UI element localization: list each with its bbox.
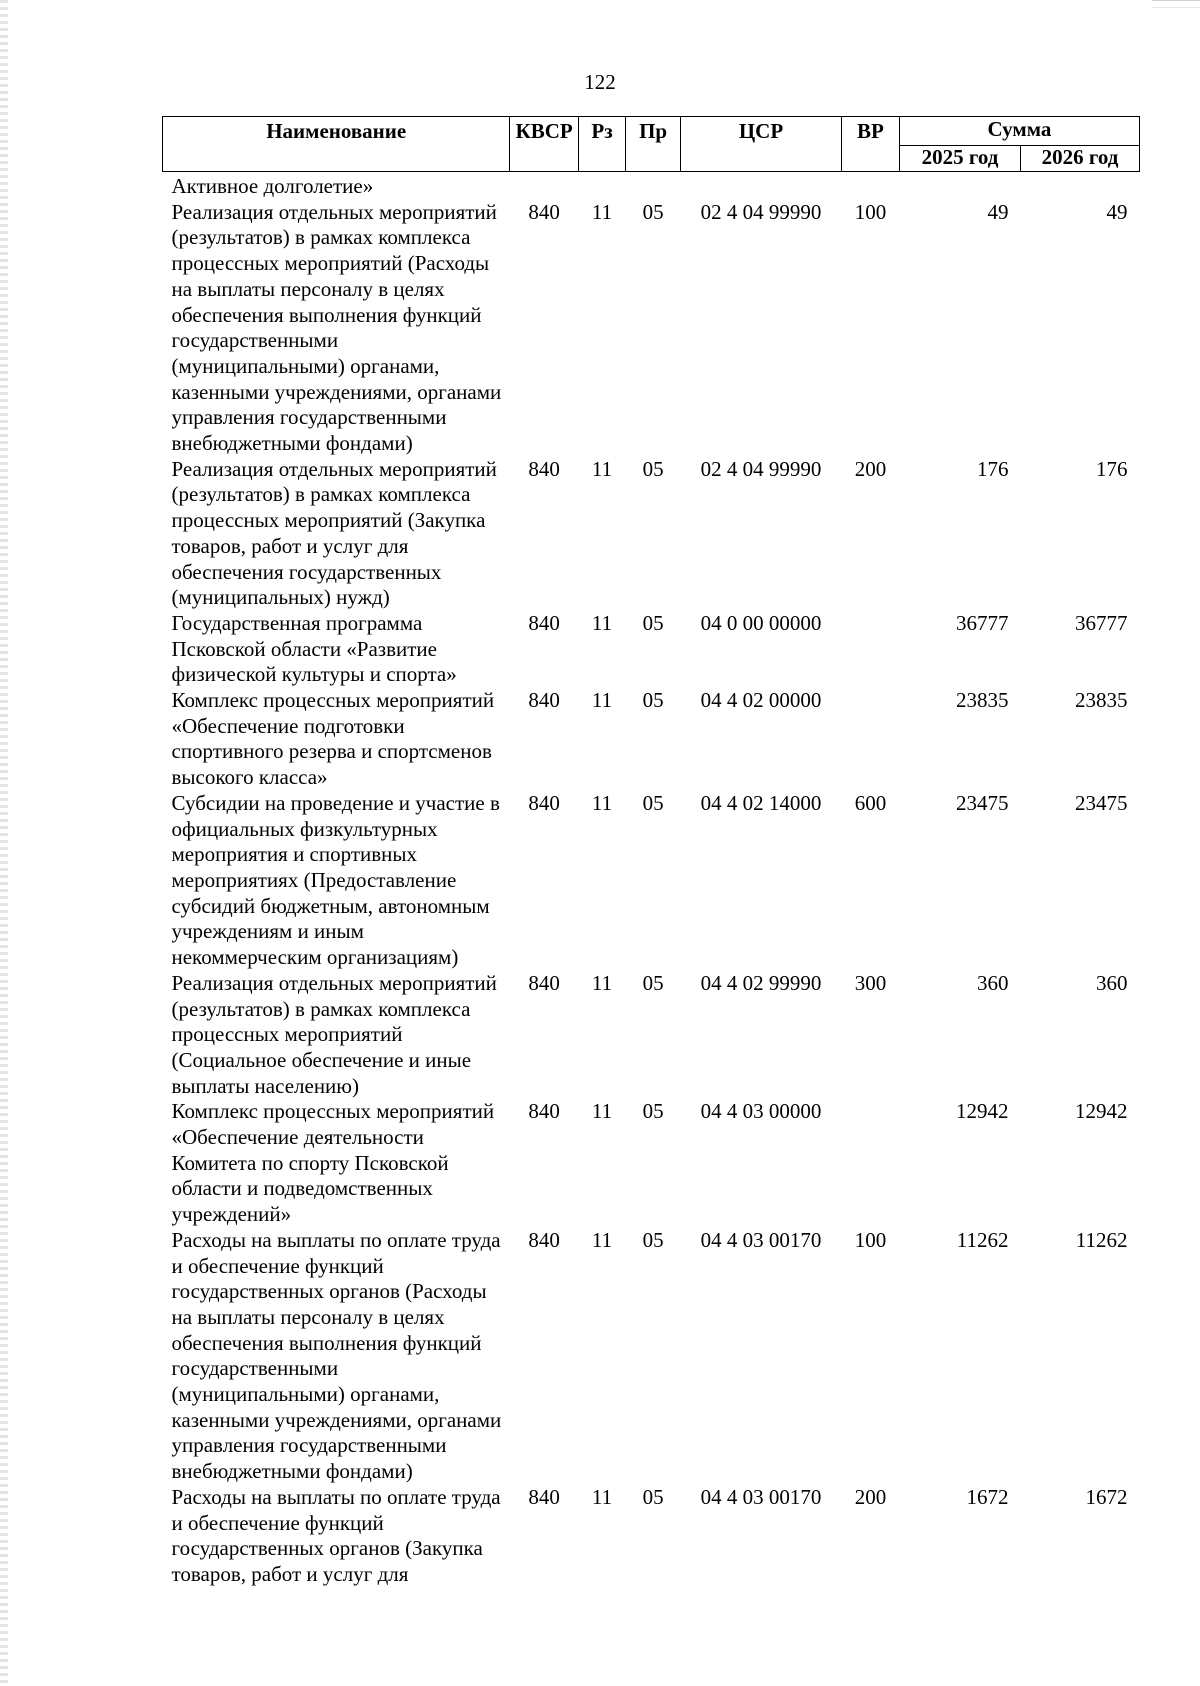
cell-sum-2025: 23835 — [955, 688, 1009, 713]
cell-sum-2025: 11262 — [956, 1227, 1009, 1252]
cell-csr: 04 4 02 14000 — [700, 790, 822, 815]
cell-sum-2025: 1672 — [966, 1484, 1009, 1509]
cell-pr: 05 — [642, 610, 664, 635]
cell-kvsr: 840 — [528, 1484, 560, 1509]
cell-sum-2026: 23475 — [1075, 790, 1128, 815]
cell-rz: 11 — [591, 1227, 613, 1252]
cell-kvsr: 840 — [528, 1099, 560, 1124]
cell-kvsr: 840 — [528, 970, 560, 995]
cell-csr: 04 4 02 00000 — [700, 688, 822, 713]
cell-sum-2026: 360 — [1096, 970, 1128, 995]
cell-sum-2025: 360 — [976, 970, 1009, 995]
table-row — [163, 791, 1140, 971]
header-year-2025: 2025 год — [899, 146, 1020, 172]
cell-csr: 04 4 02 99990 — [700, 970, 822, 995]
cell-pr: 05 — [642, 790, 664, 815]
header-kvsr: КВСР — [510, 117, 578, 172]
cell-pr: 05 — [642, 688, 664, 713]
cell-name: Государственная программа Псковской области «Развитие физической культуры и спорта» — [171, 610, 457, 687]
cell-sum-2026: 12942 — [1075, 1099, 1128, 1124]
cell-rz: 11 — [591, 970, 613, 995]
cell-sum-2025: 49 — [987, 199, 1009, 224]
cell-rz: 11 — [591, 688, 613, 713]
table-row — [163, 1485, 1140, 1588]
table-row — [163, 1228, 1140, 1485]
cell-rz: 11 — [591, 610, 613, 635]
cell-vr: 200 — [854, 1484, 887, 1509]
cell-name: Комплекс процессных мероприятий «Обеспечение подготовки спортивного резерва и спортсменов высокого класса» — [171, 688, 495, 790]
cell-csr: 02 4 04 99990 — [700, 199, 822, 224]
continuation-empty-cells — [510, 172, 1140, 200]
cell-pr: 05 — [642, 199, 664, 224]
header-pr: Пр — [626, 117, 681, 172]
cell-sum-2025: 36777 — [955, 610, 1009, 635]
cell-rz: 11 — [591, 1099, 613, 1124]
table-header — [163, 117, 1140, 172]
cell-kvsr: 840 — [528, 199, 560, 224]
cell-sum-2025: 176 — [976, 456, 1009, 481]
cell-sum-2026: 11262 — [1075, 1227, 1128, 1252]
cell-pr: 05 — [642, 1099, 664, 1124]
cell-csr: 04 0 00 00000 — [700, 610, 822, 635]
header-csr: ЦСР — [680, 117, 841, 172]
cell-csr: 04 4 03 00000 — [700, 1099, 822, 1124]
cell-rz: 11 — [591, 456, 613, 481]
scan-edge-left — [0, 0, 8, 1686]
cell-name: Расходы на выплаты по оплате труда и обеспечение функций государственных органов (Закупка товаров, работ и услуг для — [171, 1484, 501, 1586]
cell-sum-2026: 176 — [1096, 456, 1128, 481]
table-row — [163, 1099, 1140, 1228]
cell-name: Комплекс процессных мероприятий «Обеспечение деятельности Комитета по спорту Псковской области и подведомственных учреждений» — [171, 1099, 495, 1227]
table-row — [163, 200, 1140, 457]
cell-csr: 04 4 03 00170 — [700, 1484, 822, 1509]
cell-rz: 11 — [591, 199, 613, 224]
header-vr: ВР — [842, 117, 900, 172]
cell-kvsr: 840 — [528, 610, 560, 635]
cell-vr: 600 — [854, 790, 887, 815]
table-row — [163, 688, 1140, 791]
header-sum: Сумма — [899, 117, 1139, 146]
continuation-text: Активное долголетие» — [171, 174, 374, 198]
cell-kvsr: 840 — [528, 1227, 560, 1252]
cell-vr: 200 — [854, 456, 887, 481]
cell-csr: 04 4 03 00170 — [700, 1227, 822, 1252]
cell-kvsr: 840 — [528, 688, 560, 713]
cell-vr — [842, 1099, 900, 1228]
table-row-continuation — [163, 172, 1140, 200]
header-year-2026: 2026 год — [1020, 146, 1139, 172]
cell-pr: 05 — [642, 1227, 664, 1252]
cell-kvsr: 840 — [528, 456, 560, 481]
cell-vr: 300 — [854, 970, 887, 995]
cell-vr: 100 — [854, 1227, 887, 1252]
scan-edge-top — [1152, 0, 1200, 8]
cell-sum-2026: 1672 — [1085, 1484, 1128, 1509]
cell-kvsr: 840 — [528, 790, 560, 815]
cell-sum-2026: 23835 — [1075, 688, 1128, 713]
cell-name: Реализация отдельных мероприятий (результатов) в рамках комплекса процессных мероприятий (Закупка товаров, работ и услуг для обеспечения государственных (муниципальных) нужд) — [171, 456, 497, 610]
cell-name: Реализация отдельных мероприятий (результатов) в рамках комплекса процессных мероприятий (Социальное обеспечение и иные выплаты населению) — [171, 970, 497, 1098]
table-row — [163, 611, 1140, 688]
cell-sum-2026: 49 — [1106, 199, 1128, 224]
cell-name: Реализация отдельных мероприятий (результатов) в рамках комплекса процессных мероприятий (Расходы на выплаты персоналу в целях обеспечения выполнения функций государственными (муниципальными) органами, казенными учреждениями, органами управления государственными внебюджетными фондами) — [171, 199, 502, 456]
cell-name: Расходы на выплаты по оплате труда и обеспечение функций государственных органов (Расходы на выплаты персоналу в целях обеспечения выполнения функций государственными (муниципальными) органами, казенными учреждениями, органами управления государственными внебюджетными фондами) — [171, 1227, 502, 1484]
cell-vr — [842, 611, 900, 688]
cell-vr — [842, 688, 900, 791]
cell-sum-2025: 23475 — [955, 790, 1009, 815]
header-rz: Рз — [578, 117, 625, 172]
budget-table — [162, 116, 1140, 1588]
page-number: 122 — [584, 70, 616, 94]
cell-sum-2025: 12942 — [955, 1099, 1009, 1124]
header-name: Наименование — [163, 117, 510, 172]
cell-rz: 11 — [591, 790, 613, 815]
cell-name: Субсидии на проведение и участие в официальных физкультурных мероприятия и спортивных мероприятиях (Предоставление субсидий бюджетным, автономным учреждениям и иным некоммерческим организациям) — [171, 790, 500, 970]
cell-pr: 05 — [642, 970, 664, 995]
table-row — [163, 457, 1140, 611]
cell-vr: 100 — [854, 199, 887, 224]
table-body — [163, 172, 1140, 1588]
cell-sum-2026: 36777 — [1075, 610, 1128, 635]
cell-rz: 11 — [591, 1484, 613, 1509]
cell-pr: 05 — [642, 1484, 664, 1509]
cell-pr: 05 — [642, 456, 664, 481]
table-row — [163, 971, 1140, 1100]
cell-csr: 02 4 04 99990 — [700, 456, 822, 481]
